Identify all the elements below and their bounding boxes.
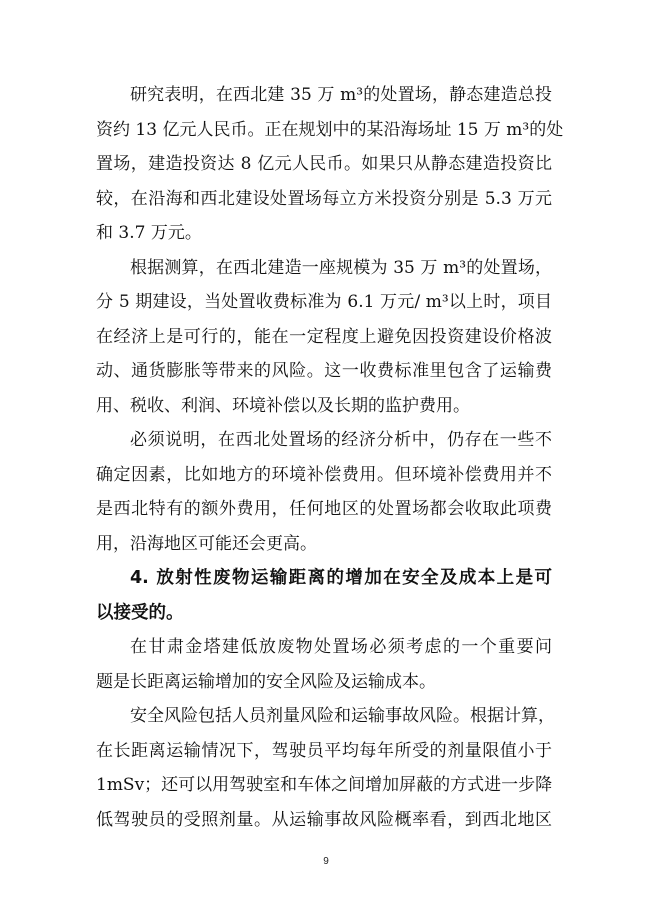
paragraph-safety-risk: [96, 699, 555, 837]
text-line: 低驾驶员的受照剂量。从运输事故风险概率看，到西北地区: [96, 809, 552, 830]
paragraph-investment: [96, 78, 564, 251]
text-line: 置场，建造投资达 8 亿元人民币。如果只从静态建造投资比: [96, 154, 552, 174]
document-body: [96, 78, 564, 837]
paragraph-note: [96, 423, 552, 561]
text-line: 较，在沿海和西北建设处置场每立方米投资分别是 5.3 万元: [96, 188, 552, 209]
text-line: 在经济上是可行的，能在一定程度上避免因投资建设价格波: [96, 326, 552, 347]
text-line: 研究表明，在西北建 35 万 m³的处置场，静态建造总投: [130, 85, 552, 105]
heading-line: 4. 放射性废物运输距离的增加在安全及成本上是可: [130, 568, 552, 588]
text-line: 确定因素，比如地方的环境补偿费用。但环境补偿费用并不: [96, 464, 552, 485]
text-line: 用，沿海地区可能还会更高。: [96, 533, 317, 554]
text-line: 分 5 期建设，当处置收费标准为 6.1 万元/ m³以上时，项目: [96, 292, 552, 312]
text-line: 根据测算，在西北建造一座规模为 35 万 m³的处置场，: [130, 257, 552, 278]
text-line: 在甘肃金塔建低放废物处置场必须考虑的一个重要问: [130, 637, 552, 657]
paragraph-estimate: [96, 251, 552, 424]
text-line: 在长距离运输情况下，驾驶员平均每年所受的剂量限值小于: [96, 740, 552, 761]
section-heading: [96, 561, 552, 630]
page-number: 9: [323, 856, 329, 867]
text-line: 必须说明，在西北处置场的经济分析中，仍存在一些不: [130, 430, 552, 450]
heading-line: 以接受的。: [96, 602, 184, 623]
text-line: 1mSv；还可以用驾驶室和车体之间增加屏蔽的方式进一步降: [96, 775, 553, 795]
text-line: 动、通货膨胀等带来的风险。这一收费标准里包含了运输费: [96, 361, 552, 381]
text-line: 和 3.7 万元。: [96, 223, 202, 243]
paragraph-transport-issue: [96, 630, 552, 699]
text-line: 题是长距离运输增加的安全风险及运输成本。: [96, 671, 436, 692]
text-line: 是西北特有的额外费用，任何地区的处置场都会收取此项费: [96, 499, 552, 519]
text-line: 安全风险包括人员剂量风险和运输事故风险。根据计算，: [130, 706, 555, 726]
text-line: 用、税收、利润、环境补偿以及长期的监护费用。: [96, 395, 470, 416]
text-line: 资约 13 亿元人民币。正在规划中的某沿海场址 15 万 m³的处: [96, 119, 564, 140]
